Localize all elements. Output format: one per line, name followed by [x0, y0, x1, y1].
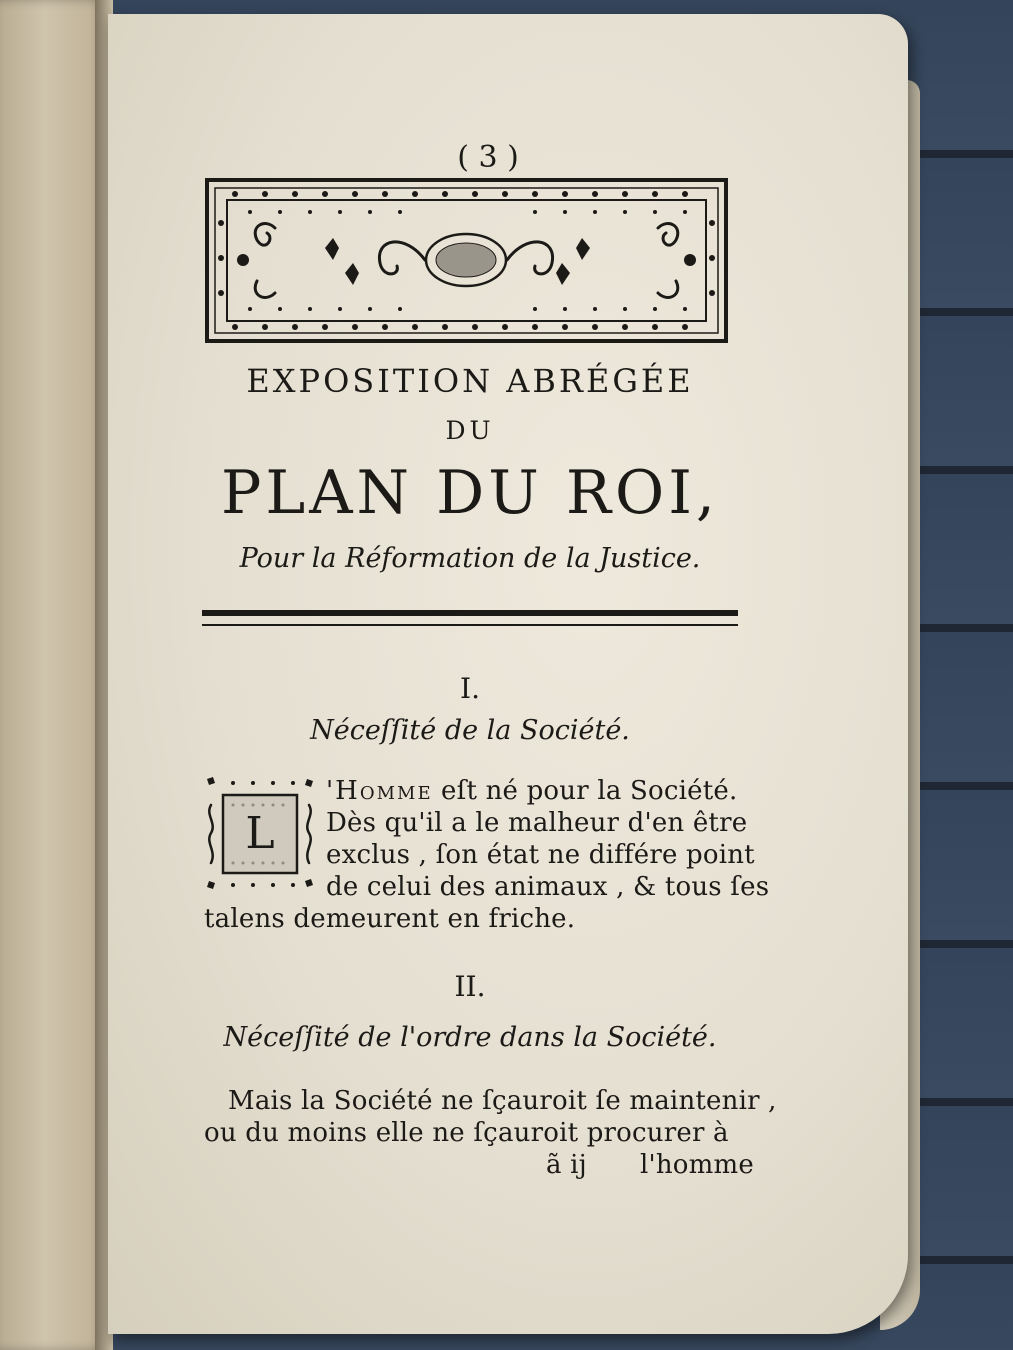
title-line-du: DU	[445, 416, 495, 445]
section-heading-1: Néceſſité de la Société.	[310, 715, 630, 746]
paragraph-2-line-1: Mais la Société ne ſçauroit ſe maintenir ,	[228, 1086, 777, 1116]
paragraph-1-line-1	[326, 776, 737, 806]
headpiece-ornament-icon	[205, 178, 728, 343]
title-subtitle: Pour la Réformation de la Justice.	[239, 543, 701, 574]
catchword: l'homme	[640, 1150, 754, 1180]
title-line-plan-du-roi: PLAN DU ROI,	[221, 458, 719, 528]
section-number-2: II.	[454, 970, 486, 1003]
section-heading-2: Néceſſité de l'ordre dans la Société.	[223, 1022, 717, 1053]
paragraph-1-line-3: exclus , ſon état ne différe point	[326, 840, 755, 870]
paragraph-1-line-2: Dès qu'il a le malheur d'en être	[326, 808, 748, 838]
paragraph-1-line-5: talens demeurent en friche.	[204, 904, 576, 934]
section-number-1: I.	[460, 672, 480, 705]
paragraph-2-line-2: ou du moins elle ne ſçauroit procurer à	[204, 1118, 729, 1148]
double-rule-thin	[202, 624, 738, 626]
double-rule-thick	[202, 610, 738, 616]
paragraph-1-line-4: de celui des animaux , & tous ſes	[326, 872, 770, 902]
signature-mark: ã ij	[546, 1150, 587, 1180]
title-line-exposition: EXPOSITION ABRÉGÉE	[246, 362, 694, 400]
paragraph-1-line-1-text: eſt né pour la Société.	[432, 776, 738, 806]
smallcaps-homme: 'Homme	[326, 776, 433, 806]
dropcap-letter: L	[245, 808, 275, 859]
page-number: ( 3 )	[457, 140, 519, 175]
